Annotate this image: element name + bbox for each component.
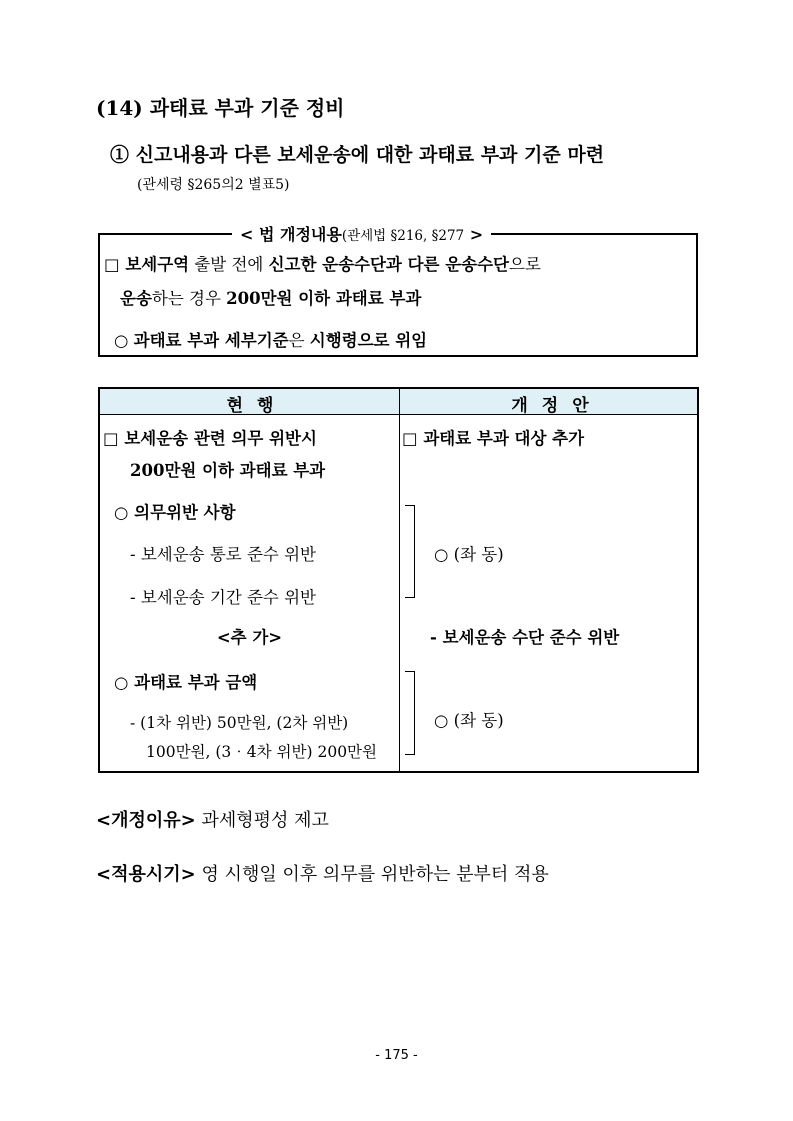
bracket-amount [405, 671, 415, 755]
amendment-line-3: ○ 과태료 부과 세부기준은 시행령으로 위임 [114, 331, 428, 350]
reason-label: <개정이유> [96, 810, 196, 831]
current-row-1-cont: 200만원 이하 과태료 부과 [130, 461, 326, 480]
proposed-same-1: ○ (좌 동) [434, 545, 504, 564]
section-title: (14) 과태료 부과 기준 정비 [96, 96, 345, 120]
timing-text: 영 시행일 이후 의무를 위반하는 분부터 적용 [195, 864, 549, 885]
amendment-line-2: 운송하는 경우 200만원 이하 과태료 부과 [120, 289, 422, 308]
proposed-same-2: ○ (좌 동) [434, 711, 504, 730]
header-proposed: 개정안 [511, 396, 603, 416]
violations-title: ○ 의무위반 사항 [114, 503, 236, 522]
amount-line-2: 100만원, (3‧4차 위반) 200만원 [146, 743, 378, 761]
header-current: 현행 [226, 396, 288, 416]
column-divider [399, 389, 400, 771]
reason-line [96, 806, 329, 832]
amendment-line-1: □ 보세구역 출발 전에 신고한 운송수단과 다른 운송수단으로 [104, 255, 541, 274]
comparison-table [98, 387, 699, 773]
bullet: ○ [114, 331, 134, 350]
amount-title: ○ 과태료 부과 금액 [114, 673, 258, 692]
checkbox-symbol: □ [104, 255, 120, 274]
timing-line [96, 860, 549, 886]
timing-label: <적용시기> [96, 864, 196, 885]
proposed-added-item: - 보세운송 수단 준수 위반 [430, 628, 620, 647]
proposed-row-1: □ 과태료 부과 대상 추가 [402, 429, 585, 448]
amendment-header: < 법 개정내용(관세법 §216, §277 > [232, 222, 491, 245]
reason-text: 과세형평성 제고 [195, 810, 329, 831]
amendment-box [98, 233, 698, 357]
bracket-violations [405, 505, 415, 598]
added-marker: <추 가> [216, 628, 283, 647]
violation-period: - 보세운송 기간 준수 위반 [130, 588, 316, 607]
sub-title: ① 신고내용과 다른 보세운송에 대한 과태료 부과 기준 마련 [110, 144, 605, 166]
page-number: - 175 - [375, 1048, 418, 1063]
violation-route: - 보세운송 통로 준수 위반 [130, 545, 316, 564]
amount-line-1: - (1차 위반) 50만원, (2차 위반) [130, 714, 349, 732]
current-row-1: □ 보세운송 관련 의무 위반시 [103, 429, 317, 448]
sub-title-reference: (관세령 §265의2 별표5) [137, 177, 290, 193]
